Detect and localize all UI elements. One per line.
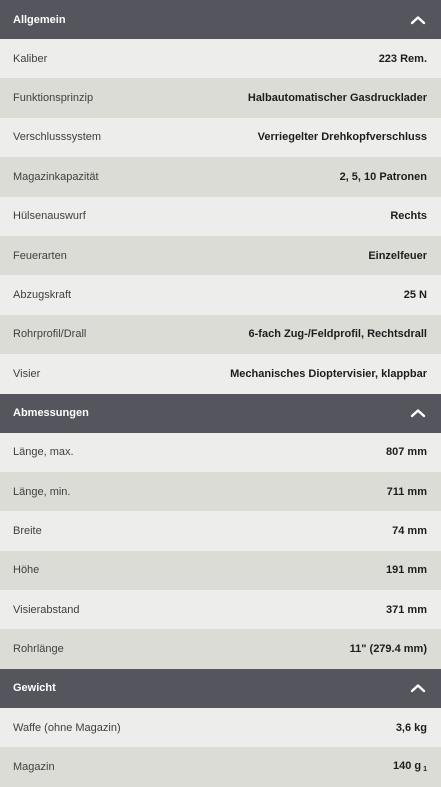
spec-row-huelsenauswurf (0, 197, 441, 236)
spec-value: 371 mm (386, 603, 427, 616)
section-gewicht (0, 669, 441, 787)
spec-value: 11" (279.4 mm) (349, 643, 427, 656)
spec-row-magazin-gewicht (0, 747, 441, 786)
spec-label: Waffe (ohne Magazin) (13, 721, 121, 734)
spec-row-rohrprofil (0, 315, 441, 354)
spec-label: Länge, min. (13, 485, 71, 498)
spec-value: Halbautomatischer Gasdrucklader (247, 92, 427, 105)
section-title: Gewicht (13, 682, 56, 695)
spec-value: 25 N (403, 289, 427, 302)
section-title: Allgemein (13, 13, 66, 26)
spec-label: Länge, max. (13, 446, 74, 459)
section-header-abmessungen[interactable] (0, 394, 441, 433)
spec-value-wrapper (393, 760, 427, 773)
spec-row-abzugskraft (0, 275, 441, 314)
chevron-up-icon[interactable] (409, 682, 427, 694)
spec-value: 807 mm (386, 446, 427, 459)
spec-value: 711 mm (386, 485, 427, 498)
section-header-gewicht[interactable] (0, 669, 441, 708)
spec-row-feuerarten (0, 236, 441, 275)
spec-row-verschlusssystem (0, 118, 441, 157)
spec-label: Visier (13, 367, 41, 380)
spec-value: Verriegelter Drehkopfverschluss (257, 131, 427, 144)
spec-label: Rohrlänge (13, 643, 64, 656)
spec-value: 3,6 kg (395, 721, 427, 734)
spec-row-rohrlaenge (0, 629, 441, 668)
section-abmessungen (0, 394, 441, 669)
spec-label: Feuerarten (13, 249, 67, 262)
spec-label: Magazinkapazität (13, 170, 99, 183)
chevron-up-icon[interactable] (409, 14, 427, 26)
spec-label: Breite (13, 524, 42, 537)
spec-value: Rechts (390, 210, 427, 223)
spec-row-laenge-max (0, 433, 441, 472)
spec-row-kaliber (0, 39, 441, 78)
spec-value: 74 mm (392, 524, 427, 537)
spec-label: Abzugskraft (13, 289, 72, 302)
spec-label: Visierabstand (13, 603, 80, 616)
spec-row-visierabstand (0, 590, 441, 629)
spec-row-waffe-gewicht (0, 708, 441, 747)
section-title: Abmessungen (13, 407, 89, 420)
spec-row-visier (0, 354, 441, 393)
spec-value: 2, 5, 10 Patronen (339, 170, 427, 183)
spec-label: Funktionsprinzip (13, 92, 94, 105)
spec-row-breite (0, 511, 441, 550)
spec-label: Kaliber (13, 52, 48, 65)
footnote-marker: 1 (423, 766, 427, 774)
spec-label: Magazin (13, 760, 55, 773)
spec-value: 191 mm (386, 564, 427, 577)
spec-value: 140 g (392, 760, 422, 773)
spec-value: Einzelfeuer (368, 249, 427, 262)
spec-label: Hülsenauswurf (13, 210, 86, 223)
spec-label: Verschlusssystem (13, 131, 102, 144)
spec-row-magazinkapazitaet (0, 157, 441, 196)
spec-value: 223 Rem. (378, 52, 427, 65)
spec-label: Höhe (13, 564, 40, 577)
spec-row-laenge-min (0, 472, 441, 511)
spec-value: Mechanisches Dioptervisier, klappbar (230, 367, 427, 380)
spec-label: Rohrprofil/Drall (13, 328, 87, 341)
spec-row-funktionsprinzip (0, 78, 441, 117)
spec-value: 6-fach Zug-/Feldprofil, Rechtsdrall (248, 328, 427, 341)
chevron-up-icon[interactable] (409, 407, 427, 419)
section-header-allgemein[interactable] (0, 0, 441, 39)
spec-row-hoehe (0, 551, 441, 590)
